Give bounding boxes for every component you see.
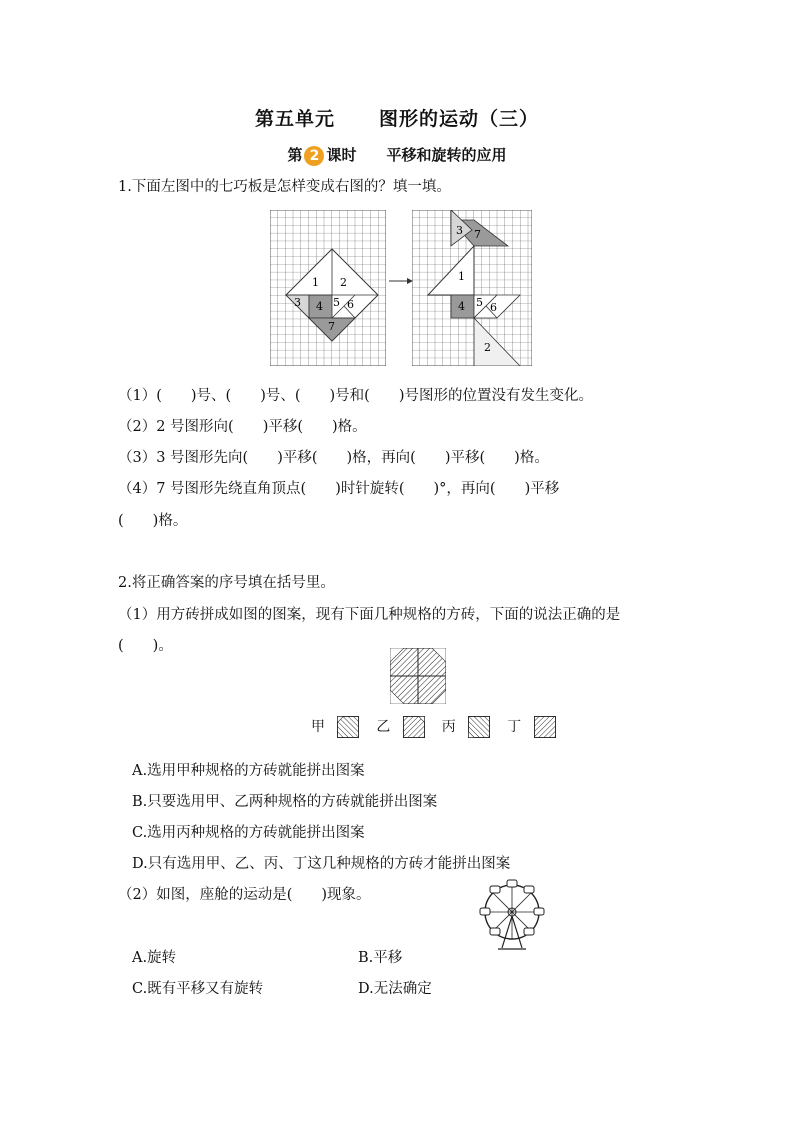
tile-options xyxy=(311,716,556,738)
right-label-3: 3 xyxy=(456,224,463,237)
tile-label-ding: 丁 xyxy=(507,719,522,735)
right-label-5: 5 xyxy=(476,296,483,309)
lesson-prefix: 第 xyxy=(287,146,303,164)
q2-sub2-option-c: C.既有平移又有旋转 xyxy=(132,981,264,997)
q1-item-4: （4）7 号图形先绕直角顶点( )时针旋转( )°，再向( )平移 xyxy=(118,481,560,497)
left-label-3: 3 xyxy=(294,296,301,309)
tile-label-bing: 丙 xyxy=(441,719,456,735)
ferris-wheel-icon xyxy=(472,876,552,956)
left-label-1: 1 xyxy=(312,276,319,289)
transform-arrow-icon xyxy=(388,276,414,286)
tile-jia xyxy=(337,716,359,738)
right-label-2: 2 xyxy=(484,341,491,354)
lesson-number-badge: 2 xyxy=(304,146,324,166)
right-label-1: 1 xyxy=(458,270,465,283)
q1-item-1: （1）( )号、( )号、( )号和( )号图形的位置没有发生变化。 xyxy=(118,388,593,404)
left-label-4: 4 xyxy=(316,300,323,313)
left-label-2: 2 xyxy=(340,276,347,289)
tile-label-yi: 乙 xyxy=(376,719,391,735)
q2-sub1-option-c: C.选用丙种规格的方砖就能拼出图案 xyxy=(132,825,365,841)
tangram-left-figure xyxy=(270,210,386,366)
tile-bing xyxy=(468,716,490,738)
q1-prompt: 1.下面左图中的七巧板是怎样变成右图的？填一填。 xyxy=(118,179,451,195)
unit-label: 第五单元 xyxy=(254,108,335,130)
unit-topic: 图形的运动（三） xyxy=(379,108,540,130)
page-title xyxy=(0,104,794,131)
lesson-suffix: 课时 xyxy=(326,146,357,164)
q2-sub2-option-d: D.无法确定 xyxy=(358,981,432,997)
left-label-5: 5 xyxy=(333,296,340,309)
q2-sub2-option-b: B.平移 xyxy=(358,950,403,966)
lesson-subtitle xyxy=(0,144,794,166)
lesson-topic: 平移和旋转的应用 xyxy=(386,146,507,164)
q2-sub2-option-a: A.旋转 xyxy=(132,950,177,966)
q2-sub1-option-d: D.只有选用甲、乙、丙、丁这几种规格的方砖才能拼出图案 xyxy=(132,856,511,872)
q2-prompt: 2.将正确答案的序号填在括号里。 xyxy=(118,575,335,591)
q1-item-4-cont: ( )格。 xyxy=(118,513,188,529)
tile-ding xyxy=(534,716,556,738)
right-label-4: 4 xyxy=(458,300,465,313)
tangram-right-figure xyxy=(412,210,532,366)
tile-pattern-figure xyxy=(390,648,446,704)
tile-label-jia: 甲 xyxy=(311,719,325,735)
q2-sub2-text: （2）如图，座舱的运动是( )现象。 xyxy=(118,887,371,903)
q2-sub1-line2: ( )。 xyxy=(118,638,173,654)
q2-sub1-option-b: B.只要选用甲、乙两种规格的方砖就能拼出图案 xyxy=(132,794,438,810)
right-label-7: 7 xyxy=(474,228,481,241)
q2-sub1-line1: （1）用方砖拼成如图的图案，现有下面几种规格的方砖，下面的说法正确的是 xyxy=(118,607,621,623)
left-label-7: 7 xyxy=(328,320,335,333)
left-label-6: 6 xyxy=(347,298,354,311)
q1-item-2: （2）2 号图形向( )平移( )格。 xyxy=(118,419,367,435)
tile-yi xyxy=(403,716,425,738)
q1-item-3: （3）3 号图形先向( )平移( )格，再向( )平移( )格。 xyxy=(118,450,549,466)
q2-sub1-option-a: A.选用甲种规格的方砖就能拼出图案 xyxy=(132,763,365,779)
right-label-6: 6 xyxy=(490,301,497,314)
